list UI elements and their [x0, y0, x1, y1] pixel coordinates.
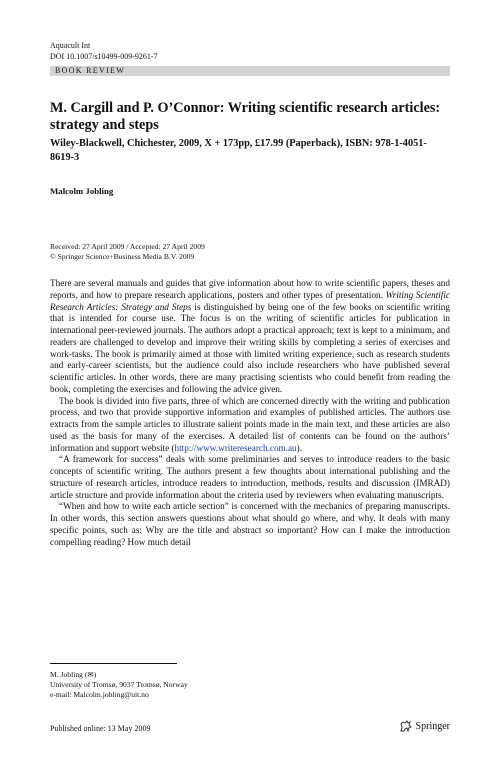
paragraph-3: “A framework for success” deals with some preliminaries and serves to introduce readers to the basic concepts of scientific writing. The authors present a few thoughts about international publishing and the structure of research articles, introduce readers to introduction, methods, results and discussion (IMRAD) article structure and provide information about the criteria used by reviewers when evaluating manuscripts.	[50, 454, 450, 500]
footnote-author	[50, 670, 188, 680]
author-name: Malcolm Jobling	[50, 186, 114, 196]
paragraph-1	[50, 278, 450, 396]
publisher-logo	[399, 720, 450, 732]
publisher-name: Springer	[415, 720, 450, 732]
p2-text-b: ).	[296, 442, 303, 453]
section-bar	[50, 66, 450, 76]
article-subtitle: Wiley-Blackwell, Chichester, 2009, X + 173pp, £17.99 (Paperback), ISBN: 978-1-4051-8619-3	[50, 138, 427, 163]
p2-text-a: The book is divided into five parts, three of which are concerned directly with the writing and publication process, and two that provide supportive information and examples of published articles. The authors use extracts from the sample articles to illustrate salient points made in the main text, and these articles are also used as the basis for many of the exercises. A detailed list of contents can be found on the authors’ information and support website (	[50, 395, 450, 453]
article-body	[50, 278, 450, 548]
footnote-name: M. Jobling	[50, 670, 83, 679]
springer-horse-icon	[399, 720, 413, 732]
p1-text-b: is distinguished by being one of the few books on scientific writing that is intended for course use. The focus is on the writing of scientific articles for publication in international peer-reviewed journals. The authors adopt a practical approach; text is kept to a minimum, and readers are challenged to develop and improve their writing skills by completing a series of exercises and work-tasks. The book is primarily aimed at those with limited writing experience, such as research students and early-career scientists, but the audience could also include researchers who have published several scientific articles. In other words, there are many practising scientists who could benefit from reading the book, completing the exercises and following the advice given.	[50, 301, 450, 394]
paragraph-4: “When and how to write each article section” is concerned with the mechanics of preparing manuscripts. In other words, this section answers questions about what should go where, and why. It deals with many specific points, such as: Why are the title and abstract so important? How can I make the introduction compelling reading? How much detail	[50, 501, 450, 547]
journal-name: Aquacult Int	[50, 41, 91, 50]
journal-header	[50, 40, 158, 62]
website-link[interactable]: http://www.writeresearch.com.au	[174, 442, 297, 453]
received-accepted: Received: 27 April 2009 / Accepted: 27 April 2009	[50, 242, 205, 251]
p1-book-title: Writing Scientific Research Articles: Strategy and Steps	[50, 289, 450, 312]
doi: DOI 10.1007/s10499-009-9261-7	[50, 52, 158, 61]
p1-text-a: There are several manuals and guides that give information about how to write scientific papers, theses and reports, and how to prepare research applications, posters and other types of presentation.	[50, 278, 450, 300]
footnote-affiliation: University of Tromsø, 9037 Tromsø, Norway	[50, 679, 188, 689]
article-dates	[50, 242, 205, 262]
paragraph-2	[50, 396, 450, 455]
article-title: M. Cargill and P. O’Connor: Writing scientific research articles: strategy and steps	[50, 100, 441, 133]
footnote-email: e-mail: Malcolm.jobling@uit.no	[50, 689, 149, 699]
published-online: Published online: 13 May 2009	[50, 724, 151, 733]
footnote-rule	[50, 663, 177, 664]
copyright: © Springer Science+Business Media B.V. 2009	[50, 252, 195, 261]
footnote	[50, 670, 188, 699]
envelope-icon: (✉)	[84, 670, 97, 679]
section-label: BOOK REVIEW	[55, 66, 126, 75]
